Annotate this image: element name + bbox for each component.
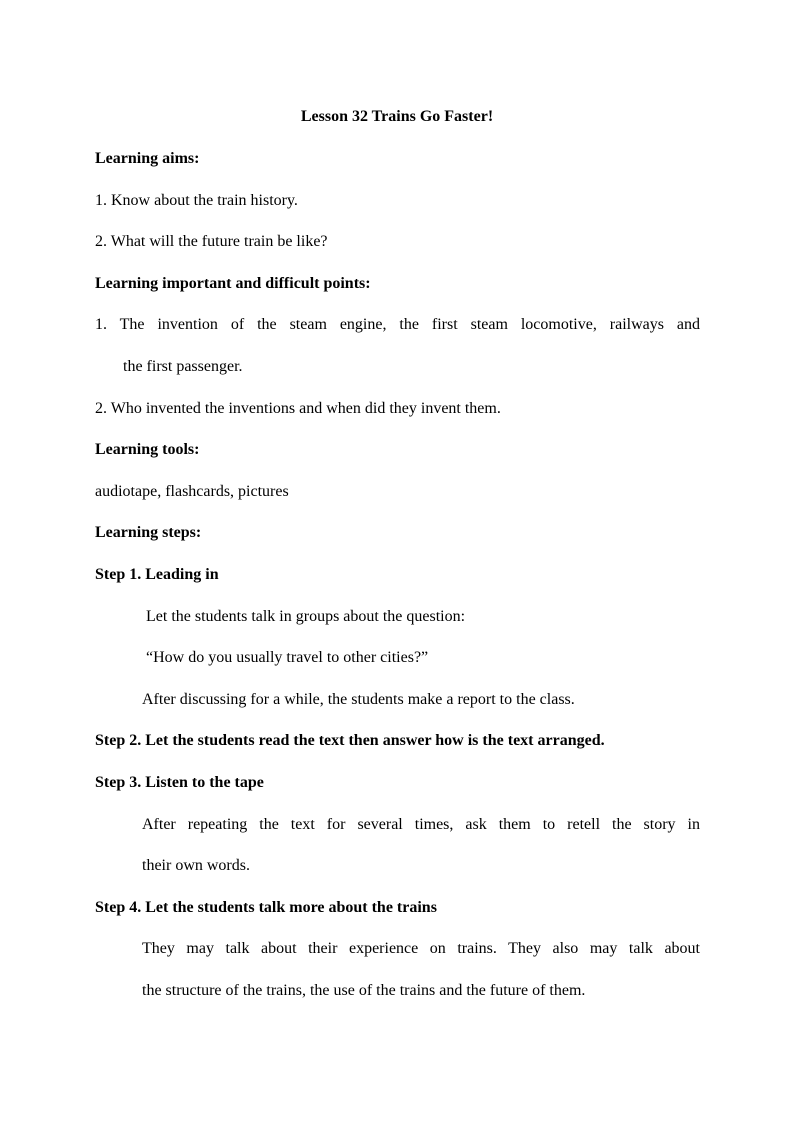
step4-line-2: the structure of the trains, the use of the trains and the future of them. <box>142 982 586 999</box>
step1-heading: Step 1. Leading in <box>95 566 219 583</box>
step3-heading: Step 3. Listen to the tape <box>95 774 264 791</box>
points-heading: Learning important and difficult points: <box>95 275 371 292</box>
step3-line-2: their own words. <box>142 857 250 874</box>
aim-item-2: 2. What will the future train be like? <box>95 233 328 250</box>
step1-question: “How do you usually travel to other cities?” <box>146 649 429 666</box>
step3-line-1: After repeating the text for several times, ask them to retell the story in <box>142 816 700 833</box>
step4-line-1: They may talk about their experience on trains. They also may talk about <box>142 940 700 957</box>
step1-line-3: After discussing for a while, the students make a report to the class. <box>142 691 575 708</box>
step4-heading: Step 4. Let the students talk more about the trains <box>95 899 437 916</box>
tools-heading: Learning tools: <box>95 441 200 458</box>
step2-heading: Step 2. Let the students read the text then answer how is the text arranged. <box>95 732 605 749</box>
tools-list: audiotape, flashcards, pictures <box>95 483 289 500</box>
point-item-1: 1. The invention of the steam engine, the first steam locomotive, railways and <box>95 316 700 333</box>
page-title: Lesson 32 Trains Go Faster! <box>300 108 494 125</box>
step1-line-1: Let the students talk in groups about the question: <box>146 608 466 625</box>
point-item-1-continued: the first passenger. <box>123 358 243 375</box>
point-item-2: 2. Who invented the inventions and when did they invent them. <box>95 400 501 417</box>
steps-heading: Learning steps: <box>95 524 202 541</box>
aims-heading: Learning aims: <box>95 150 200 167</box>
aim-item-1: 1. Know about the train history. <box>95 192 298 209</box>
